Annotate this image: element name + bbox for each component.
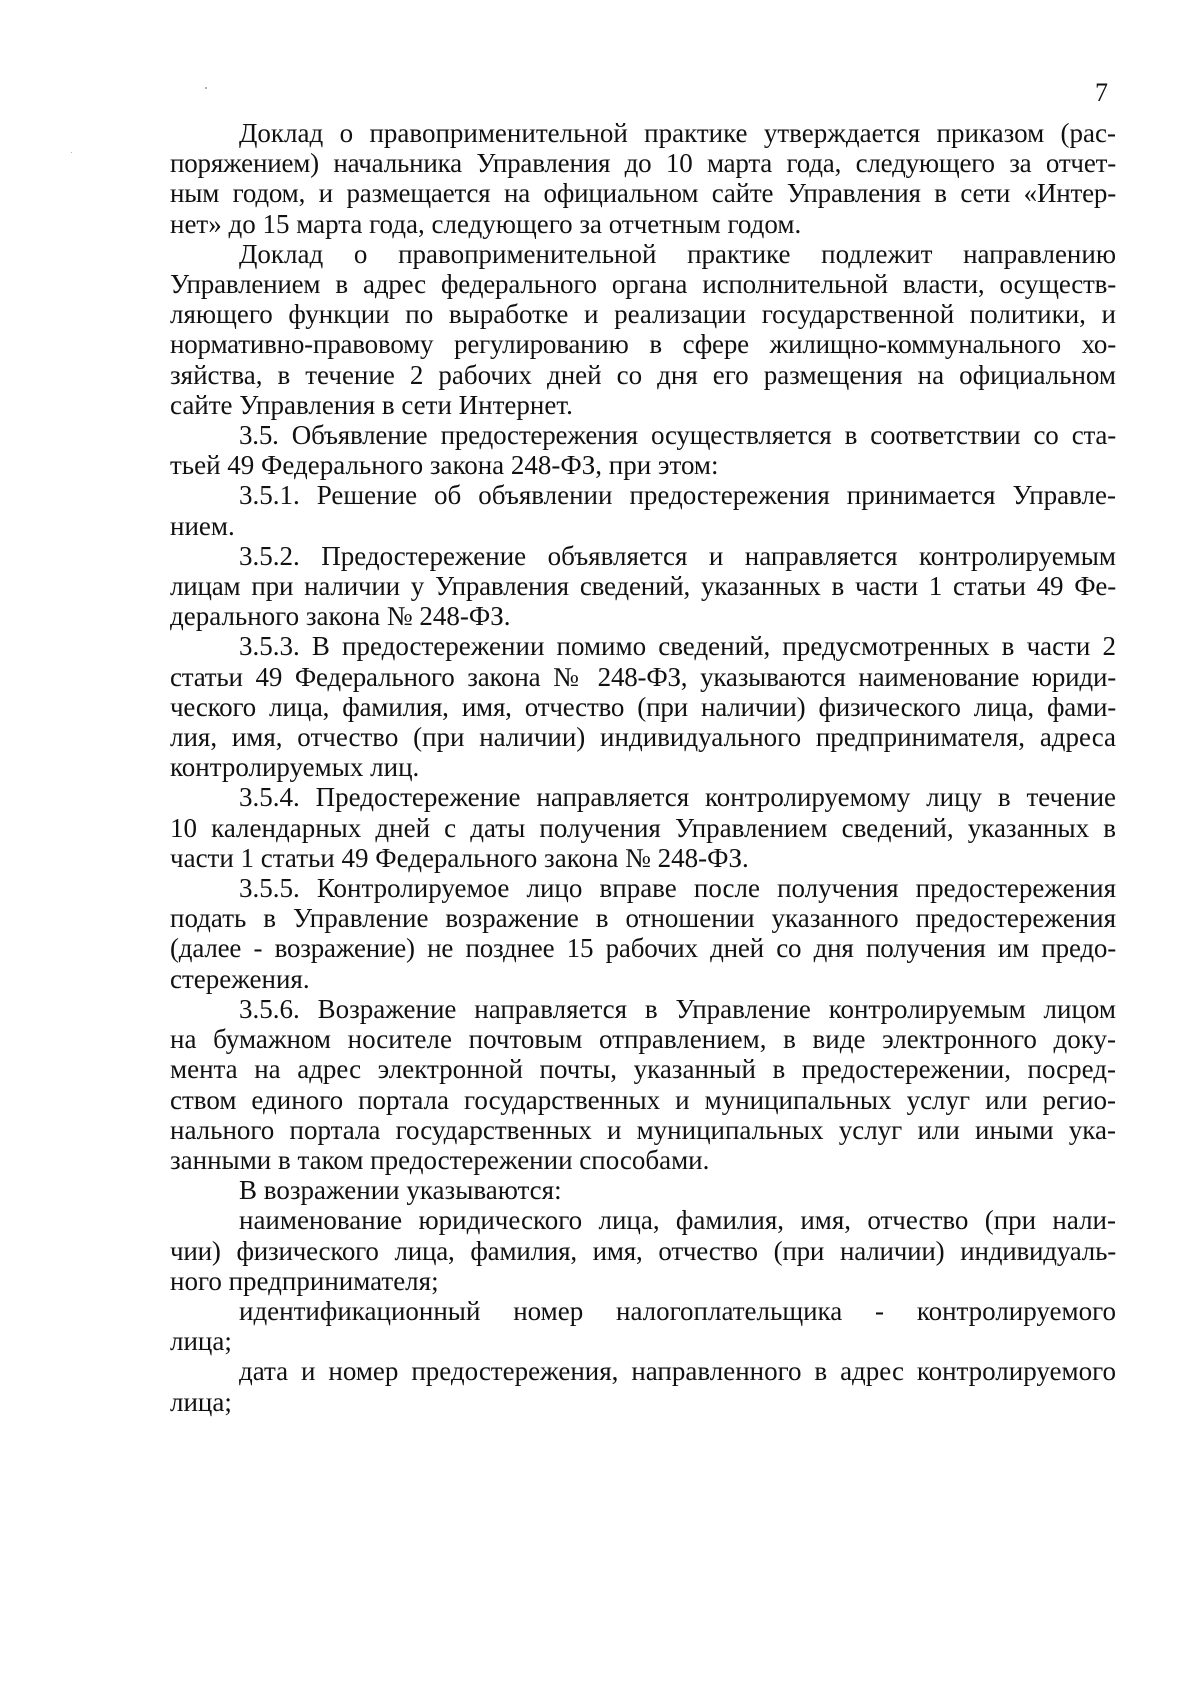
text-line: тьей 49 Федерального закона 248-ФЗ, при этом: bbox=[170, 450, 719, 481]
scan-speck bbox=[71, 152, 72, 153]
text-line: ством единого портала государственных и муниципальных услуг или регио- bbox=[170, 1084, 1116, 1115]
text-line: 10 календарных дней с даты получения Управлением сведений, указанных в bbox=[170, 812, 1116, 843]
text-line: ляющего функции по выработке и реализации государственной политики, и bbox=[170, 299, 1116, 330]
text-line: наименование юридического лица, фамилия, имя, отчество (при нали- bbox=[239, 1205, 1116, 1236]
text-line: лия, имя, отчество (при наличии) индивидуального предпринимателя, адреса bbox=[170, 722, 1116, 753]
text-line: Доклад о правоприменительной практике утверждается приказом (рас- bbox=[239, 118, 1116, 148]
page-number: 7 bbox=[1095, 78, 1108, 107]
text-line: зяйства, в течение 2 рабочих дней со дня его размещения на официальном bbox=[170, 359, 1116, 390]
text-line: (далее - возражение) не позднее 15 рабочих дней со дня получения им предо- bbox=[170, 933, 1116, 964]
document-body bbox=[170, 118, 1116, 1417]
text-line: стережения. bbox=[170, 963, 310, 994]
text-line: 3.5.5. Контролируемое лицо вправе после получения предостережения bbox=[239, 873, 1116, 904]
text-line: контролируемых лиц. bbox=[170, 752, 420, 783]
text-line: дата и номер предостережения, направленного в адрес контролируемого bbox=[239, 1356, 1116, 1387]
text-line: ным годом, и размещается на официальном сайте Управления в сети «Интер- bbox=[170, 178, 1116, 209]
text-line: лица; bbox=[170, 1326, 232, 1357]
text-line: поряжением) начальника Управления до 10 марта года, следующего за отчет- bbox=[170, 148, 1116, 179]
text-line: 3.5.3. В предостережении помимо сведений, предусмотренных в части 2 bbox=[239, 631, 1116, 662]
text-line: нет» до 15 марта года, следующего за отчетным годом. bbox=[170, 208, 802, 239]
text-line: лицам при наличии у Управления сведений, указанных в части 1 статьи 49 Фе- bbox=[170, 571, 1116, 602]
text-line: сайте Управления в сети Интернет. bbox=[170, 389, 573, 420]
text-line: 3.5.1. Решение об объявлении предостережения принимается Управле- bbox=[239, 480, 1116, 511]
scan-speck bbox=[205, 87, 207, 89]
text-line: на бумажном носителе почтовым отправлением, в виде электронного доку- bbox=[170, 1024, 1116, 1055]
text-line: Доклад о правоприменительной практике подлежит направлению bbox=[239, 238, 1116, 269]
text-line: подать в Управление возражение в отношении указанного предостережения bbox=[170, 903, 1116, 934]
text-line: чии) физического лица, фамилия, имя, отчество (при наличии) индивидуаль- bbox=[170, 1235, 1116, 1266]
text-line: В возражении указываются: bbox=[239, 1175, 562, 1206]
text-line: Управлением в адрес федерального органа исполнительной власти, осуществ- bbox=[170, 269, 1116, 300]
text-line: нормативно-правовому регулированию в сфере жилищно-коммунального хо- bbox=[170, 329, 1116, 360]
text-line: дерального закона № 248-ФЗ. bbox=[170, 601, 511, 632]
text-line: занными в таком предостережении способами. bbox=[170, 1144, 710, 1175]
text-line: нием. bbox=[170, 510, 235, 541]
text-line: мента на адрес электронной почты, указанный в предостережении, посред- bbox=[170, 1054, 1116, 1085]
text-line: 3.5.6. Возражение направляется в Управление контролируемым лицом bbox=[239, 993, 1116, 1024]
text-line: 3.5. Объявление предостережения осуществляется в соответствии со ста- bbox=[239, 420, 1116, 451]
text-line: 3.5.4. Предостережение направляется контролируемому лицу в течение bbox=[239, 782, 1116, 813]
text-line: части 1 статьи 49 Федерального закона № 248-ФЗ. bbox=[170, 842, 749, 873]
text-line: ческого лица, фамилия, имя, отчество (при наличии) физического лица, фами- bbox=[170, 691, 1116, 722]
text-line: ного предпринимателя; bbox=[170, 1265, 439, 1296]
text-line: нального портала государственных и муниципальных услуг или иными ука- bbox=[170, 1114, 1116, 1145]
text-line: 3.5.2. Предостережение объявляется и направляется контролируемым bbox=[239, 540, 1116, 571]
text-line: статьи 49 Федерального закона № 248-ФЗ, указываются наименование юриди- bbox=[170, 661, 1116, 692]
text-line: идентификационный номер налогоплательщика - контролируемого bbox=[239, 1295, 1116, 1326]
text-line: лица; bbox=[170, 1386, 232, 1417]
